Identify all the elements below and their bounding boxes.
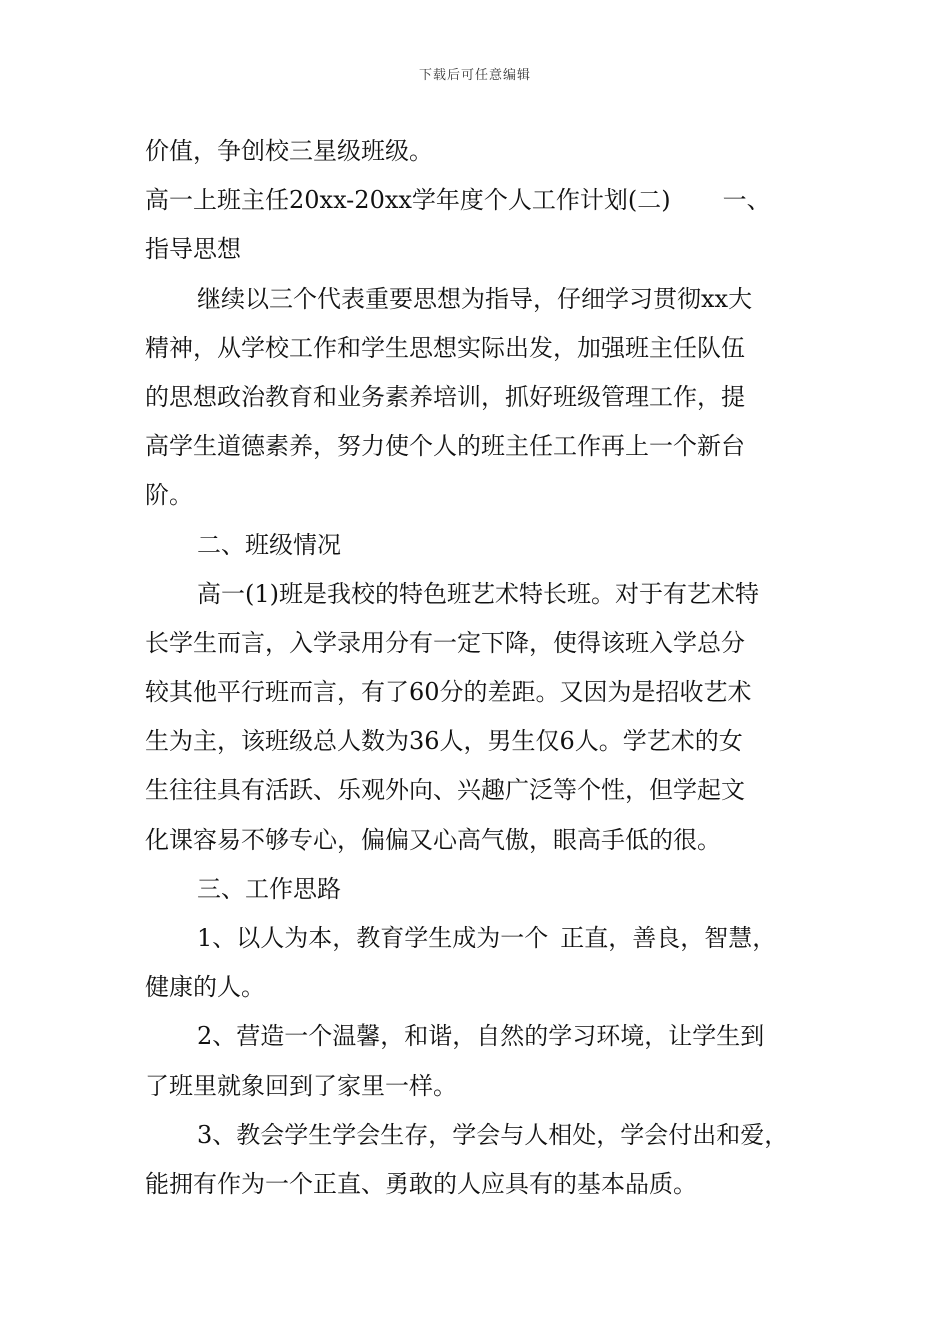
section-heading: 二、班级情况 [197,530,341,559]
list-item-line: 健康的人。 [145,973,265,1002]
paragraph-line: 的思想政治教育和业务素养培训，抓好班级管理工作，提 [145,382,745,411]
paragraph-line: 高一(1)班是我校的特色班艺术特长班。对于有艺术特 [197,579,759,608]
list-item-line: 能拥有作为一个正直、勇敢的人应具有的基本品质。 [145,1169,697,1198]
paragraph-line: 继续以三个代表重要思想为指导，仔细学习贯彻xx大 [197,284,753,313]
paragraph-line: 生为主，该班级总人数为36人，男生仅6人。学艺术的女 [145,727,743,756]
list-item-line [145,914,813,963]
section-heading: 三、工作思路 [197,874,341,903]
paragraph-line: 较其他平行班而言，有了60分的差距。又因为是招收艺术 [145,678,752,707]
text-line: 价值，争创校三星级班级。 [145,137,433,165]
paragraph-line: 阶。 [145,481,193,510]
plan-title: 高一上班主任20xx-20xx学年度个人工作计划(二) [145,186,671,215]
paragraph-line: 生往往具有活跃、乐观外向、兴趣广泛等个性，但学起文 [145,776,745,805]
list-item-line: 2、营造一个温馨，和谐，自然的学习环境，让学生到 [197,1022,765,1051]
paragraph-line: 精神，从学校工作和学生思想实际出发，加强班主任队伍 [145,333,745,362]
paragraph-line: 长学生而言，入学录用分有一定下降，使得该班入学总分 [145,628,745,657]
document-body [145,127,813,1209]
list-item-text: 正直，善良，智慧， [560,924,777,952]
paragraph-line: 化课容易不够专心，偏偏又心高气傲，眼高手低的很。 [145,825,721,854]
download-note: 下载后可任意编辑 [418,68,531,83]
section-number: 一、 [722,186,771,215]
section-title-line [145,176,813,225]
list-item-text: 1、以人为本，教育学生成为一个 [197,924,549,952]
section-heading: 指导思想 [145,235,241,264]
list-item-line: 了班里就象回到了家里一样。 [145,1071,457,1100]
paragraph-line: 高学生道德素养，努力使个人的班主任工作再上一个新台 [145,432,745,461]
list-item-line: 3、教会学生学会生存，学会与人相处，学会付出和爱， [197,1120,789,1149]
